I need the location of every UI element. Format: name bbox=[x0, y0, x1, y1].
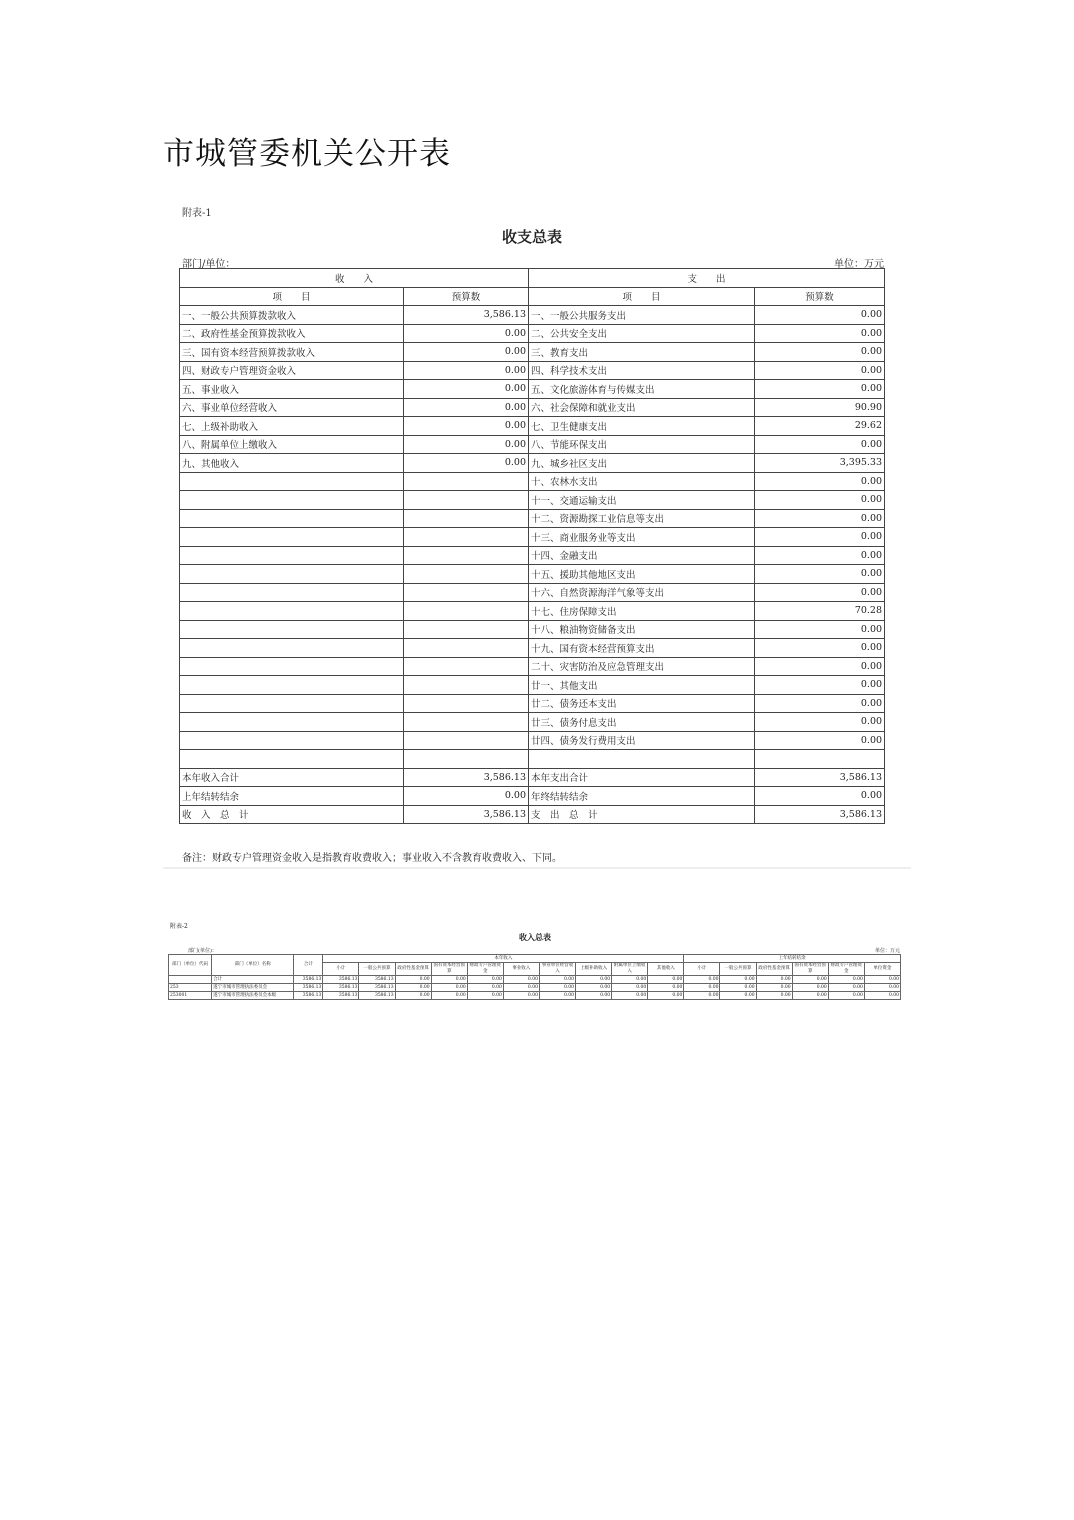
table-row bbox=[180, 324, 885, 343]
t2-value-cell: 0.00 bbox=[828, 984, 864, 992]
t2-value-cell: 0.00 bbox=[612, 976, 648, 984]
t2-value-cell: 0.00 bbox=[792, 992, 828, 1000]
t2-name-cell: 遂宁市城市管理执法委员会本级 bbox=[212, 992, 294, 1000]
t2-current-subheader: 其他收入 bbox=[648, 963, 684, 976]
t2-current-subheader: 附属单位上缴收入 bbox=[612, 963, 648, 976]
expense-item-cell: 三、教育支出 bbox=[529, 343, 755, 362]
expense-value-cell: 0.00 bbox=[755, 472, 885, 491]
t2-total-cell: 3586.13 bbox=[294, 992, 323, 1000]
income-item-cell: 六、事业单位经营收入 bbox=[180, 398, 404, 417]
income-item-cell bbox=[180, 565, 404, 584]
income-value-cell: 0.00 bbox=[404, 343, 529, 362]
income-item-cell bbox=[180, 639, 404, 658]
t2-current-subheader: 国有资本经营预算 bbox=[431, 963, 467, 976]
income-item-cell bbox=[180, 750, 404, 769]
table-row bbox=[180, 417, 885, 436]
income-budget-col: 预算数 bbox=[404, 287, 529, 306]
table-row bbox=[180, 768, 885, 787]
table1-title: 收支总表 bbox=[501, 228, 562, 246]
income-value-cell: 0.00 bbox=[404, 787, 529, 806]
table-row bbox=[169, 976, 901, 984]
t2-value-cell: 0.00 bbox=[648, 992, 684, 1000]
t2-value-cell: 0.00 bbox=[684, 984, 720, 992]
expense-item-cell: 四、科学技术支出 bbox=[529, 361, 755, 380]
t2-current-subheader: 事业收入 bbox=[503, 963, 539, 976]
income-value-cell bbox=[404, 509, 529, 528]
expense-value-cell: 0.00 bbox=[755, 528, 885, 547]
t2-value-cell: 0.00 bbox=[539, 984, 575, 992]
table-row bbox=[180, 361, 885, 380]
expense-item-cell: 本年支出合计 bbox=[529, 768, 755, 787]
table-row bbox=[180, 676, 885, 695]
income-value-cell bbox=[404, 713, 529, 732]
t2-value-cell: 0.00 bbox=[792, 984, 828, 992]
expense-value-cell: 0.00 bbox=[755, 731, 885, 750]
t2-value-cell: 0.00 bbox=[612, 992, 648, 1000]
t2-prev-subheader: 财政专户管理资金 bbox=[828, 963, 864, 976]
income-value-cell bbox=[404, 620, 529, 639]
table-row bbox=[180, 398, 885, 417]
expense-item-cell: 十六、自然资源海洋气象等支出 bbox=[529, 583, 755, 602]
expense-value-cell: 0.00 bbox=[755, 509, 885, 528]
t2-value-cell: 0.00 bbox=[648, 976, 684, 984]
table-row bbox=[180, 620, 885, 639]
table2-dept-label: 部门(单位)： bbox=[188, 948, 217, 954]
income-item-cell bbox=[180, 509, 404, 528]
income-value-cell: 3,586.13 bbox=[404, 805, 529, 824]
expense-value-cell: 0.00 bbox=[755, 324, 885, 343]
table2-tag: 附表-2 bbox=[170, 923, 188, 930]
expense-item-cell bbox=[529, 750, 755, 769]
t2-value-cell: 0.00 bbox=[684, 976, 720, 984]
table1-unit-label: 单位：万元 bbox=[834, 259, 884, 270]
table-row bbox=[169, 984, 901, 992]
table-row bbox=[180, 528, 885, 547]
table-row bbox=[180, 583, 885, 602]
income-value-cell bbox=[404, 639, 529, 658]
expense-item-cell: 一、一般公共服务支出 bbox=[529, 306, 755, 325]
section-divider bbox=[163, 867, 911, 869]
t2-value-cell: 0.00 bbox=[395, 992, 431, 1000]
t2-value-cell: 0.00 bbox=[720, 984, 756, 992]
t2-value-cell: 0.00 bbox=[576, 984, 612, 992]
expense-value-cell: 0.00 bbox=[755, 565, 885, 584]
expense-value-cell: 70.28 bbox=[755, 602, 885, 621]
expense-item-cell: 廿一、其他支出 bbox=[529, 676, 755, 695]
income-value-cell bbox=[404, 694, 529, 713]
expense-item-cell: 十二、资源勘探工业信息等支出 bbox=[529, 509, 755, 528]
income-item-cell: 五、事业收入 bbox=[180, 380, 404, 399]
income-item-col: 项 目 bbox=[180, 287, 404, 306]
income-item-cell: 上年结转结余 bbox=[180, 787, 404, 806]
table-row bbox=[180, 546, 885, 565]
t2-value-cell: 0.00 bbox=[756, 984, 792, 992]
income-item-cell bbox=[180, 713, 404, 732]
expense-value-cell: 0.00 bbox=[755, 435, 885, 454]
expense-value-cell: 0.00 bbox=[755, 694, 885, 713]
t2-prev-subheader: 国有资本经营预算 bbox=[792, 963, 828, 976]
income-value-cell: 3,586.13 bbox=[404, 306, 529, 325]
t2-name-header: 部门（单位）名称 bbox=[212, 955, 294, 976]
expense-value-cell: 0.00 bbox=[755, 676, 885, 695]
t2-value-cell: 0.00 bbox=[395, 976, 431, 984]
t2-value-cell: 0.00 bbox=[828, 992, 864, 1000]
t2-total-cell: 3586.13 bbox=[294, 976, 323, 984]
expense-item-cell: 二、公共安全支出 bbox=[529, 324, 755, 343]
t2-value-cell: 0.00 bbox=[720, 976, 756, 984]
expense-budget-col: 预算数 bbox=[755, 287, 885, 306]
table-row bbox=[180, 565, 885, 584]
income-value-cell bbox=[404, 731, 529, 750]
expense-value-cell: 0.00 bbox=[755, 491, 885, 510]
t2-value-cell: 0.00 bbox=[467, 976, 503, 984]
income-value-cell bbox=[404, 565, 529, 584]
t2-total-cell: 3586.13 bbox=[294, 984, 323, 992]
t2-current-subheader: 上级补助收入 bbox=[576, 963, 612, 976]
expense-value-cell: 3,395.33 bbox=[755, 454, 885, 473]
t2-value-cell: 3586.13 bbox=[323, 984, 359, 992]
t2-current-subheader: 政府性基金预算 bbox=[395, 963, 431, 976]
income-value-cell: 3,586.13 bbox=[404, 768, 529, 787]
table-row bbox=[180, 694, 885, 713]
table-row bbox=[180, 306, 885, 325]
expense-value-cell: 0.00 bbox=[755, 546, 885, 565]
expense-item-cell: 六、社会保障和就业支出 bbox=[529, 398, 755, 417]
table-row bbox=[180, 435, 885, 454]
income-item-cell bbox=[180, 602, 404, 621]
expense-value-cell: 0.00 bbox=[755, 787, 885, 806]
income-item-cell bbox=[180, 694, 404, 713]
table-row bbox=[180, 731, 885, 750]
table-row bbox=[180, 657, 885, 676]
table1-dept-label: 部门/单位： bbox=[182, 259, 236, 270]
t2-current-subheader: 一般公共预算 bbox=[359, 963, 395, 976]
table-row bbox=[180, 805, 885, 824]
t2-name-cell: 合计 bbox=[212, 976, 294, 984]
expense-item-cell: 十四、金融支出 bbox=[529, 546, 755, 565]
income-item-cell bbox=[180, 528, 404, 547]
expense-item-cell: 八、节能环保支出 bbox=[529, 435, 755, 454]
expense-item-cell: 廿二、债务还本支出 bbox=[529, 694, 755, 713]
t2-value-cell: 3586.13 bbox=[359, 984, 395, 992]
t2-value-cell: 0.00 bbox=[503, 992, 539, 1000]
t2-value-cell: 3586.13 bbox=[323, 992, 359, 1000]
expense-value-cell: 0.00 bbox=[755, 380, 885, 399]
expense-item-cell: 廿三、债务付息支出 bbox=[529, 713, 755, 732]
t2-current-subheader: 事业单位经营收入 bbox=[539, 963, 575, 976]
table-row bbox=[180, 343, 885, 362]
t2-value-cell: 0.00 bbox=[503, 976, 539, 984]
expense-item-cell: 五、文化旅游体育与传媒支出 bbox=[529, 380, 755, 399]
t2-value-cell: 0.00 bbox=[864, 984, 900, 992]
t2-value-cell: 0.00 bbox=[503, 984, 539, 992]
expense-item-cell: 七、卫生健康支出 bbox=[529, 417, 755, 436]
income-item-cell: 本年收入合计 bbox=[180, 768, 404, 787]
t2-value-cell: 0.00 bbox=[612, 984, 648, 992]
expense-item-cell: 十、农林水支出 bbox=[529, 472, 755, 491]
table2-unit-label: 单位：万元 bbox=[874, 948, 900, 954]
income-item-cell bbox=[180, 657, 404, 676]
income-item-cell: 收 入 总 计 bbox=[180, 805, 404, 824]
t2-value-cell: 0.00 bbox=[431, 984, 467, 992]
expense-item-cell: 十五、援助其他地区支出 bbox=[529, 565, 755, 584]
income-value-cell bbox=[404, 472, 529, 491]
expense-value-cell: 0.00 bbox=[755, 361, 885, 380]
income-item-cell bbox=[180, 620, 404, 639]
income-value-cell: 0.00 bbox=[404, 361, 529, 380]
t2-value-cell: 0.00 bbox=[756, 976, 792, 984]
expense-item-cell: 支 出 总 计 bbox=[529, 805, 755, 824]
expense-item-cell: 十八、粮油物资储备支出 bbox=[529, 620, 755, 639]
income-item-cell: 八、附属单位上缴收入 bbox=[180, 435, 404, 454]
income-value-cell: 0.00 bbox=[404, 454, 529, 473]
expense-value-cell: 3,586.13 bbox=[755, 768, 885, 787]
income-value-cell bbox=[404, 657, 529, 676]
expense-value-cell: 90.90 bbox=[755, 398, 885, 417]
t2-value-cell: 3586.13 bbox=[359, 992, 395, 1000]
t2-prev-subheader: 单位资金 bbox=[864, 963, 900, 976]
income-item-cell bbox=[180, 583, 404, 602]
t2-value-cell: 0.00 bbox=[395, 984, 431, 992]
income-item-cell: 三、国有资本经营预算拨款收入 bbox=[180, 343, 404, 362]
t2-value-cell: 0.00 bbox=[431, 976, 467, 984]
t2-current-subheader: 财政专户管理资金 bbox=[467, 963, 503, 976]
expense-item-cell: 廿四、债务发行费用支出 bbox=[529, 731, 755, 750]
income-item-cell: 四、财政专户管理资金收入 bbox=[180, 361, 404, 380]
income-value-cell: 0.00 bbox=[404, 417, 529, 436]
expense-item-col: 项 目 bbox=[529, 287, 755, 306]
table-row bbox=[180, 509, 885, 528]
income-item-cell bbox=[180, 676, 404, 695]
income-value-cell: 0.00 bbox=[404, 435, 529, 454]
income-header: 收 入 bbox=[180, 269, 529, 288]
income-value-cell bbox=[404, 528, 529, 547]
t2-code-cell: 253 bbox=[169, 984, 212, 992]
t2-prev-subheader: 一般公共预算 bbox=[720, 963, 756, 976]
income-item-cell: 九、其他收入 bbox=[180, 454, 404, 473]
expense-item-cell: 十七、住房保障支出 bbox=[529, 602, 755, 621]
expense-value-cell: 0.00 bbox=[755, 620, 885, 639]
income-value-cell bbox=[404, 546, 529, 565]
t2-current-subheader: 小计 bbox=[323, 963, 359, 976]
t2-prev-subheader: 政府性基金预算 bbox=[756, 963, 792, 976]
document-title: 市城管委机关公开表 bbox=[163, 136, 451, 172]
t2-value-cell: 0.00 bbox=[467, 992, 503, 1000]
income-item-cell: 二、政府性基金预算拨款收入 bbox=[180, 324, 404, 343]
expense-value-cell: 0.00 bbox=[755, 306, 885, 325]
income-item-cell: 一、一般公共预算拨款收入 bbox=[180, 306, 404, 325]
t2-name-cell: 遂宁市城市管理执法委员会 bbox=[212, 984, 294, 992]
expense-item-cell: 十一、交通运输支出 bbox=[529, 491, 755, 510]
table-row bbox=[180, 454, 885, 473]
table2-title: 收入总表 bbox=[519, 932, 551, 942]
income-item-cell: 七、上级补助收入 bbox=[180, 417, 404, 436]
table-row bbox=[169, 992, 901, 1000]
table-row bbox=[180, 750, 885, 769]
expense-value-cell: 0.00 bbox=[755, 639, 885, 658]
t2-value-cell: 0.00 bbox=[684, 992, 720, 1000]
income-value-cell bbox=[404, 602, 529, 621]
t2-code-cell: 253001 bbox=[169, 992, 212, 1000]
table-row bbox=[180, 639, 885, 658]
t2-prev-subheader: 小计 bbox=[684, 963, 720, 976]
income-item-cell bbox=[180, 472, 404, 491]
t2-value-cell: 0.00 bbox=[720, 992, 756, 1000]
t2-value-cell: 0.00 bbox=[864, 992, 900, 1000]
t2-total-header: 合计 bbox=[294, 955, 323, 976]
t2-value-cell: 3586.13 bbox=[359, 976, 395, 984]
expense-item-cell: 九、城乡社区支出 bbox=[529, 454, 755, 473]
income-value-cell bbox=[404, 491, 529, 510]
income-value-cell: 0.00 bbox=[404, 380, 529, 399]
income-expense-summary-table bbox=[179, 268, 885, 824]
t2-value-cell: 0.00 bbox=[756, 992, 792, 1000]
t2-current-income-header: 本年收入 bbox=[323, 955, 684, 963]
income-value-cell bbox=[404, 676, 529, 695]
expense-value-cell: 0.00 bbox=[755, 343, 885, 362]
table-row bbox=[180, 380, 885, 399]
expense-value-cell: 3,586.13 bbox=[755, 805, 885, 824]
table-row bbox=[180, 787, 885, 806]
expense-item-cell: 十九、国有资本经营预算支出 bbox=[529, 639, 755, 658]
income-value-cell bbox=[404, 750, 529, 769]
table1-tag: 附表-1 bbox=[182, 208, 212, 219]
expense-item-cell: 二十、灾害防治及应急管理支出 bbox=[529, 657, 755, 676]
income-summary-table bbox=[168, 954, 901, 1000]
expense-value-cell: 0.00 bbox=[755, 713, 885, 732]
table-row bbox=[180, 472, 885, 491]
t2-value-cell: 0.00 bbox=[467, 984, 503, 992]
t2-value-cell: 0.00 bbox=[539, 976, 575, 984]
expense-item-cell: 十三、商业服务业等支出 bbox=[529, 528, 755, 547]
expense-value-cell: 29.62 bbox=[755, 417, 885, 436]
t2-prev-balance-header: 上年结转结余 bbox=[684, 955, 901, 963]
t2-value-cell: 0.00 bbox=[576, 992, 612, 1000]
expense-value-cell bbox=[755, 750, 885, 769]
table-row bbox=[180, 602, 885, 621]
expense-item-cell: 年终结转结余 bbox=[529, 787, 755, 806]
t2-value-cell: 0.00 bbox=[648, 984, 684, 992]
income-item-cell bbox=[180, 731, 404, 750]
table-row bbox=[180, 491, 885, 510]
income-value-cell: 0.00 bbox=[404, 324, 529, 343]
expense-value-cell: 0.00 bbox=[755, 657, 885, 676]
expense-header: 支 出 bbox=[529, 269, 885, 288]
table1-remark: 备注：财政专户管理资金收入是指教育收费收入；事业收入不含教育收费收入、下同。 bbox=[182, 853, 562, 864]
t2-value-cell: 0.00 bbox=[576, 976, 612, 984]
t2-value-cell: 0.00 bbox=[792, 976, 828, 984]
expense-value-cell: 0.00 bbox=[755, 583, 885, 602]
table-row bbox=[180, 713, 885, 732]
t2-value-cell: 3586.13 bbox=[323, 976, 359, 984]
income-value-cell: 0.00 bbox=[404, 398, 529, 417]
t2-code-header: 部门（单位）代码 bbox=[169, 955, 212, 976]
t2-code-cell bbox=[169, 976, 212, 984]
t2-value-cell: 0.00 bbox=[431, 992, 467, 1000]
t2-value-cell: 0.00 bbox=[828, 976, 864, 984]
t2-value-cell: 0.00 bbox=[864, 976, 900, 984]
t2-value-cell: 0.00 bbox=[539, 992, 575, 1000]
income-item-cell bbox=[180, 491, 404, 510]
income-item-cell bbox=[180, 546, 404, 565]
income-value-cell bbox=[404, 583, 529, 602]
